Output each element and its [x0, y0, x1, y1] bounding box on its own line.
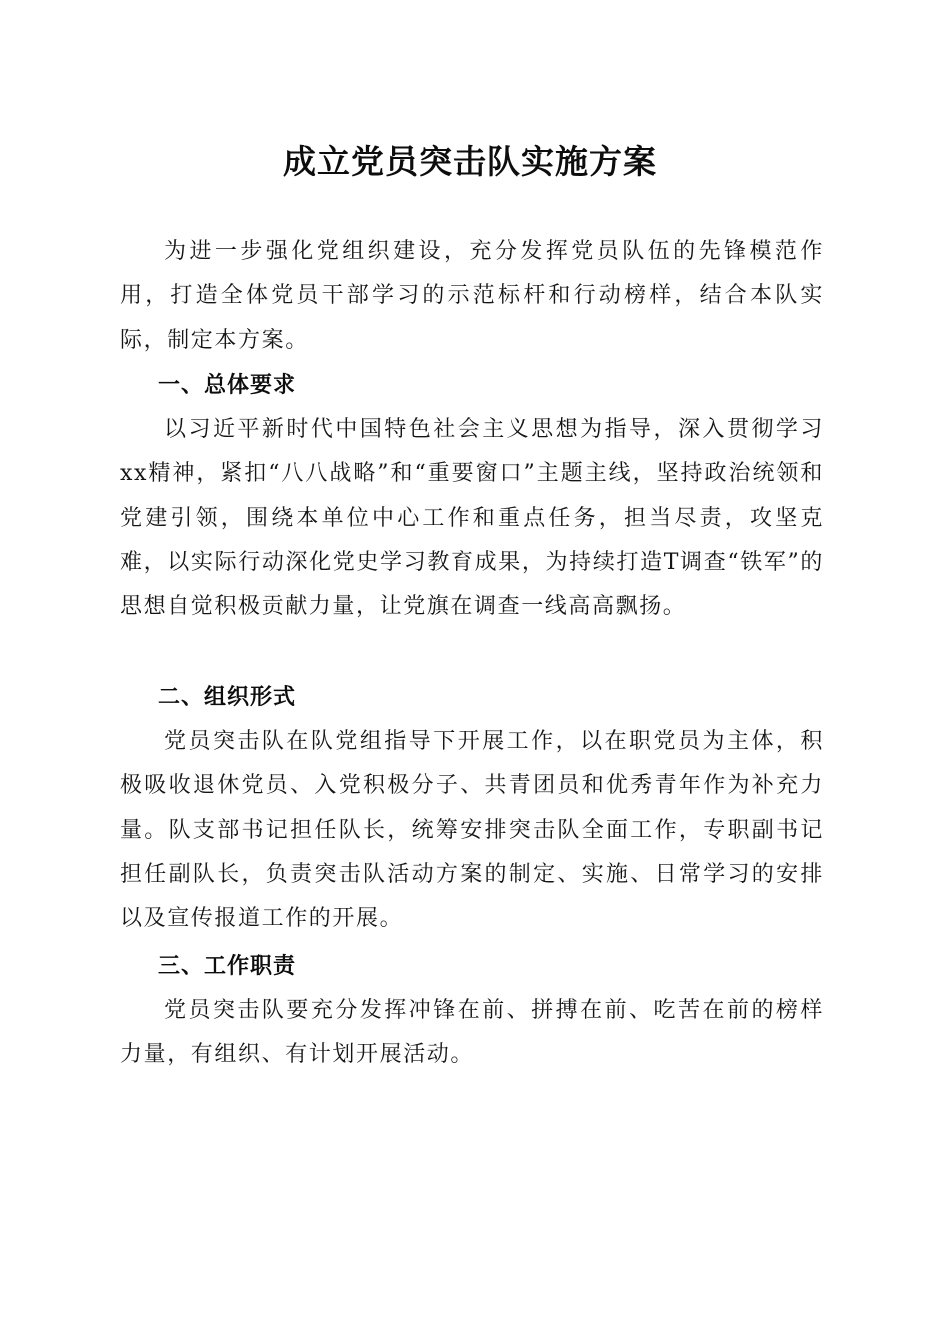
- section-heading-work-duties: 三、工作职责: [158, 954, 297, 979]
- section-body-work-duties: 党员突击队要充分发挥冲锋在前、拼搏在前、吃苦在前的榜样力量，有组织、有计划开展活动。: [120, 998, 824, 1068]
- section-heading-organization-form: 二、组织形式: [158, 685, 297, 710]
- section-heading-general-requirements: 一、总体要求: [158, 373, 297, 398]
- section-body-general-requirements: 以习近平新时代中国特色社会主义思想为指导，深入贯彻学习xx精神，紧扣“八八战略”和“重要窗口”主题主线，坚持政治统领和党建引领，围绕本单位中心工作和重点任务，担当尽责，攻坚克难，以实际行动深化党史学习教育成果，为持续打造T调查“铁军”的思想自觉积极贡献力量，让党旗在调查一线高高飘扬。: [120, 417, 824, 620]
- page-title: 成立党员突击队实施方案: [283, 142, 657, 181]
- intro-paragraph: 为进一步强化党组织建设，充分发挥党员队伍的先锋模范作用，打造全体党员干部学习的示范标杆和行动榜样，结合本队实际，制定本方案。: [120, 239, 824, 353]
- section-body-organization-form: 党员突击队在队党组指导下开展工作，以在职党员为主体，积极吸收退休党员、入党积极分子、共青团员和优秀青年作为补充力量。队支部书记担任队长，统筹安排突击队全面工作，专职副书记担任副队长，负责突击队活动方案的制定、实施、日常学习的安排以及宣传报道工作的开展。: [120, 729, 824, 932]
